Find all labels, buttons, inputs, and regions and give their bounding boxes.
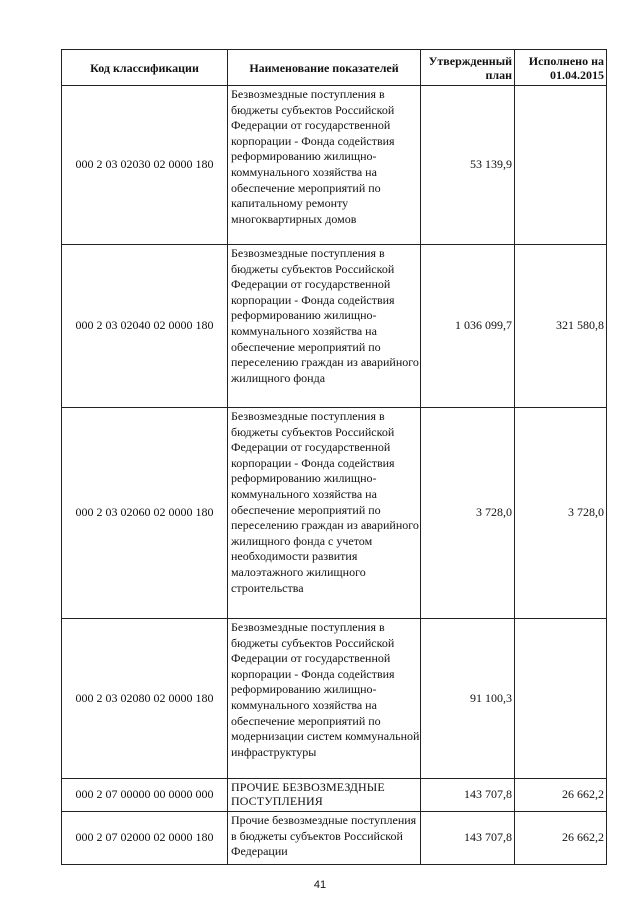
row-done <box>515 619 607 779</box>
row-plan: 143 707,8 <box>421 812 515 865</box>
row-code: 000 2 07 00000 00 0000 000 <box>62 779 228 812</box>
row-name: Безвозмездные поступления в бюджеты субъектов Российской Федерации от государственной корпорации - Фонда содействия реформированию жилищно-коммунального хозяйства на обеспечение мероприятий по капитальному ремонту многоквартирных домов <box>228 86 421 245</box>
row-plan: 53 139,9 <box>421 86 515 245</box>
row-name: Безвозмездные поступления в бюджеты субъектов Российской Федерации от государственной корпорации - Фонда содействия реформированию жилищно-коммунального хозяйства на обеспечение мероприятий по переселению граждан из аварийного жилищного фонда с учетом необходимости развития малоэтажного жилищного строительства <box>228 408 421 619</box>
row-name: Прочие безвозмездные поступления в бюджеты субъектов Российской Федерации <box>228 812 421 865</box>
row-name: Безвозмездные поступления в бюджеты субъектов Российской Федерации от государственной корпорации - Фонда содействия реформированию жилищно-коммунального хозяйства на обеспечение мероприятий по переселению граждан из аварийного жилищного фонда <box>228 245 421 408</box>
header-plan-line1: Утвержденный <box>428 53 512 68</box>
row-code: 000 2 03 02080 02 0000 180 <box>62 619 228 779</box>
row-code: 000 2 03 02040 02 0000 180 <box>62 245 228 408</box>
header-done-line1: Исполнено на <box>528 53 604 68</box>
header-plan-line2: план <box>485 67 512 82</box>
row-plan: 3 728,0 <box>421 408 515 619</box>
table-header-row <box>62 50 607 86</box>
row-done <box>515 86 607 245</box>
row-done: 26 662,2 <box>515 812 607 865</box>
row-code: 000 2 07 02000 02 0000 180 <box>62 812 228 865</box>
row-done: 321 580,8 <box>515 245 607 408</box>
table-row <box>62 812 607 865</box>
row-done: 26 662,2 <box>515 779 607 812</box>
row-code: 000 2 03 02030 02 0000 180 <box>62 86 228 245</box>
row-code: 000 2 03 02060 02 0000 180 <box>62 408 228 619</box>
row-done: 3 728,0 <box>515 408 607 619</box>
row-plan: 91 100,3 <box>421 619 515 779</box>
header-code: Код классификации <box>62 50 228 86</box>
table-row <box>62 408 607 619</box>
row-name: ПРОЧИЕ БЕЗВОЗМЕЗДНЫЕ ПОСТУПЛЕНИЯ <box>228 779 421 812</box>
table-row <box>62 779 607 812</box>
header-plan <box>421 50 515 86</box>
header-done-line2: 01.04.2015 <box>550 67 604 82</box>
table-row <box>62 86 607 245</box>
table-row <box>62 619 607 779</box>
row-plan: 1 036 099,7 <box>421 245 515 408</box>
table-row <box>62 245 607 408</box>
row-name: Безвозмездные поступления в бюджеты субъектов Российской Федерации от государственной корпорации - Фонда содействия реформированию жилищно-коммунального хозяйства на обеспечение мероприятий по модернизации систем коммунальной инфраструктуры <box>228 619 421 779</box>
row-plan: 143 707,8 <box>421 779 515 812</box>
budget-table <box>61 49 607 865</box>
header-name: Наименование показателей <box>228 50 421 86</box>
page-number: 41 <box>313 879 327 891</box>
header-done <box>515 50 607 86</box>
